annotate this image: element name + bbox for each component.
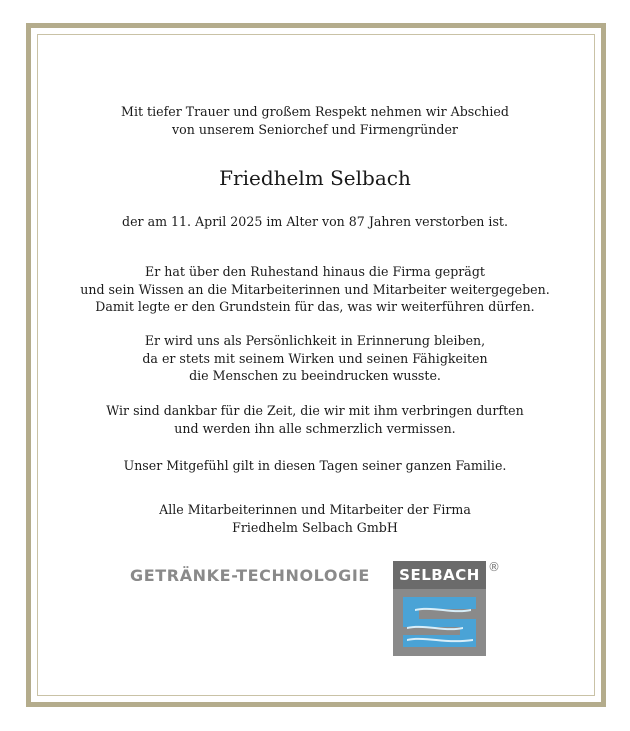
paragraph-condolence: Unser Mitgefühl gilt in diesen Tagen seiner ganzen Familie.: [123, 458, 507, 473]
registered-mark: ®: [488, 560, 500, 574]
paragraph-memory: [0, 332, 630, 385]
signature: [0, 501, 630, 536]
intro-line: von unserem Seniorchef und Firmengründer: [172, 121, 458, 137]
paragraph-gratitude: [0, 402, 630, 437]
paragraph-line: Er hat über den Ruhestand hinaus die Firma geprägt: [145, 264, 485, 279]
intro-text: [0, 103, 630, 138]
paragraph-legacy: [0, 263, 630, 316]
selbach-logo: [393, 561, 486, 656]
paragraph-line: und sein Wissen an die Mitarbeiterinnen und Mitarbeiter weitergegeben.: [80, 281, 550, 297]
intro-line: Mit tiefer Trauer und großem Respekt nehmen wir Abschied: [121, 104, 509, 119]
logo-brand-name: SELBACH: [393, 561, 486, 589]
logo-tagline: GETRÄNKE-TECHNOLOGIE: [130, 566, 370, 585]
date-line: der am 11. April 2025 im Alter von 87 Jahren verstorben ist.: [122, 214, 508, 229]
paragraph-line: Damit legte er den Grundstein für das, was wir weiterführen dürfen.: [95, 299, 535, 314]
paragraph-line: die Menschen zu beeindrucken wusste.: [189, 368, 441, 383]
signature-line: Friedhelm Selbach GmbH: [232, 519, 398, 535]
signature-line: Alle Mitarbeiterinnen und Mitarbeiter der Firma: [159, 502, 471, 517]
paragraph-line: Er wird uns als Persönlichkeit in Erinnerung bleiben,: [144, 333, 486, 348]
logo-s-mark: [393, 561, 486, 656]
paragraph-line: und werden ihn alle schmerzlich vermissen.: [174, 420, 456, 436]
paragraph-line: da er stets mit seinem Wirken und seinen Fähigkeiten: [142, 350, 488, 366]
deceased-name: Friedhelm Selbach: [219, 166, 411, 190]
paragraph-line: Wir sind dankbar für die Zeit, die wir mit ihm verbringen durften: [106, 403, 524, 418]
